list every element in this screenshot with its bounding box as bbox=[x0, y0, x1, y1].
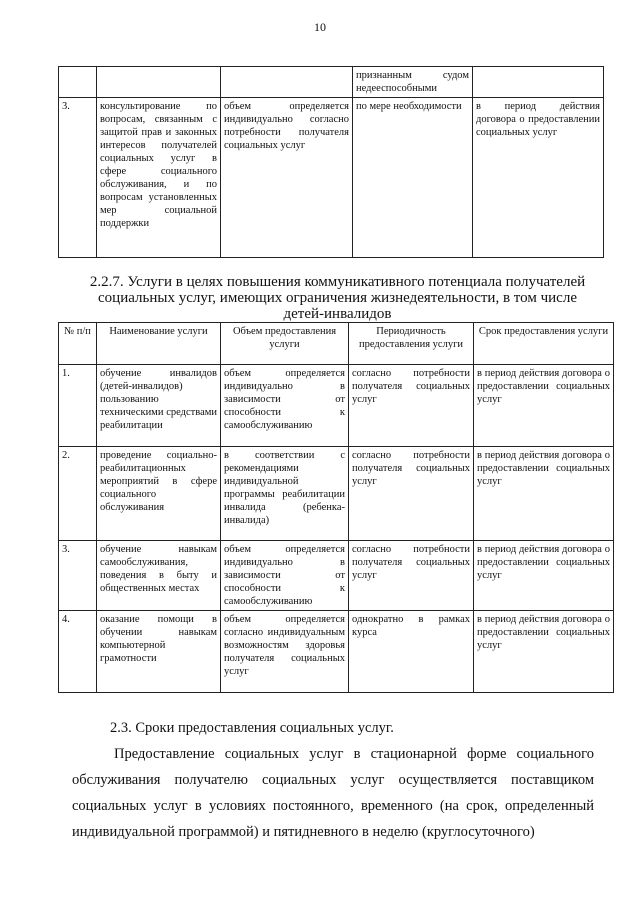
body-paragraph: Предоставление социальных услуг в стационарной форме социального обслуживания получателю социальных услуг осуществляется поставщиком социальных услуг в условиях постоянного, временного (на срок, определенный индивидуальной программой) и пятидневного в неделю (круглосуточного) bbox=[72, 746, 594, 840]
service-periodicity: согласно потребности получателя социальных услуг bbox=[349, 541, 474, 611]
column-header: Объем предоставления услуги bbox=[221, 323, 349, 365]
service-name: проведение социально-реабилитационных мероприятий в сфере социального обслуживания bbox=[97, 447, 221, 541]
row-number: 1. bbox=[59, 365, 97, 447]
row-number: 3. bbox=[59, 98, 97, 258]
page-number: 10 bbox=[314, 20, 326, 34]
column-header: Срок предоставления услуги bbox=[474, 323, 614, 365]
table-cell: признанным судом недееспособными bbox=[353, 67, 473, 98]
table-cell bbox=[59, 67, 97, 98]
service-name: оказание помощи в обучении навыкам компьютерной грамотности bbox=[97, 611, 221, 693]
section-heading-line: социальных услуг, имеющих ограничения жизнедеятельности, в том числе bbox=[98, 290, 577, 306]
table-row bbox=[59, 365, 614, 447]
service-term: в период действия договора о предоставлении социальных услуг bbox=[473, 98, 604, 258]
table-cell bbox=[221, 67, 353, 98]
row-number: 2. bbox=[59, 447, 97, 541]
service-volume: в соответствии с рекомендациями индивидуальной программы реабилитации инвалида (ребенка-инвалида) bbox=[221, 447, 349, 541]
service-periodicity: согласно потребности получателя социальных услуг bbox=[349, 365, 474, 447]
section-heading-line: 2.2.7. Услуги в целях повышения коммуникативного потенциала получателей bbox=[89, 274, 586, 290]
service-term: в период действия договора о предоставлении социальных услуг bbox=[474, 611, 614, 693]
services-table-continued bbox=[58, 66, 604, 258]
row-number: 3. bbox=[59, 541, 97, 611]
service-term: в период действия договора о предоставлении социальных услуг bbox=[474, 365, 614, 447]
section-heading-line: детей-инвалидов bbox=[283, 306, 392, 322]
section-title: 2.3. Сроки предоставления социальных услуг. bbox=[110, 720, 394, 736]
service-volume: объем определяется индивидуально согласно потребности получателя социальных услуг bbox=[221, 98, 353, 258]
row-number: 4. bbox=[59, 611, 97, 693]
table-cell bbox=[97, 67, 221, 98]
service-volume: объем определяется индивидуально в зависимости от способности к самообслуживанию bbox=[221, 365, 349, 447]
table-row bbox=[59, 541, 614, 611]
table-cell bbox=[473, 67, 604, 98]
column-header: Наименование услуги bbox=[97, 323, 221, 365]
service-volume: объем определяется индивидуально в зависимости от способности к самообслуживанию bbox=[221, 541, 349, 611]
table-row bbox=[59, 67, 604, 98]
table-row bbox=[59, 611, 614, 693]
service-periodicity: однократно в рамках курса bbox=[349, 611, 474, 693]
table-header-row bbox=[59, 323, 614, 365]
service-name: консультирование по вопросам, связанным с защитой прав и законных интересов получателей социальных услуг в сфере социального обслуживания, и по вопросам установленных мер социальной поддержки bbox=[97, 98, 221, 258]
table-row bbox=[59, 447, 614, 541]
service-name: обучение навыкам самообслуживания, поведения в быту и общественных местах bbox=[97, 541, 221, 611]
service-periodicity: согласно потребности получателя социальных услуг bbox=[349, 447, 474, 541]
service-name: обучение инвалидов (детей-инвалидов) пользованию техническими средствами реабилитации bbox=[97, 365, 221, 447]
service-periodicity: по мере необходимости bbox=[353, 98, 473, 258]
service-volume: объем определяется согласно индивидуальным возможностям здоровья получателя социальных услуг bbox=[221, 611, 349, 693]
communication-services-table bbox=[58, 322, 614, 693]
table-row bbox=[59, 98, 604, 258]
column-header: Периодичность предоставления услуги bbox=[349, 323, 474, 365]
service-term: в период действия договора о предоставлении социальных услуг bbox=[474, 447, 614, 541]
column-header: № п/п bbox=[59, 323, 97, 365]
service-term: в период действия договора о предоставлении социальных услуг bbox=[474, 541, 614, 611]
